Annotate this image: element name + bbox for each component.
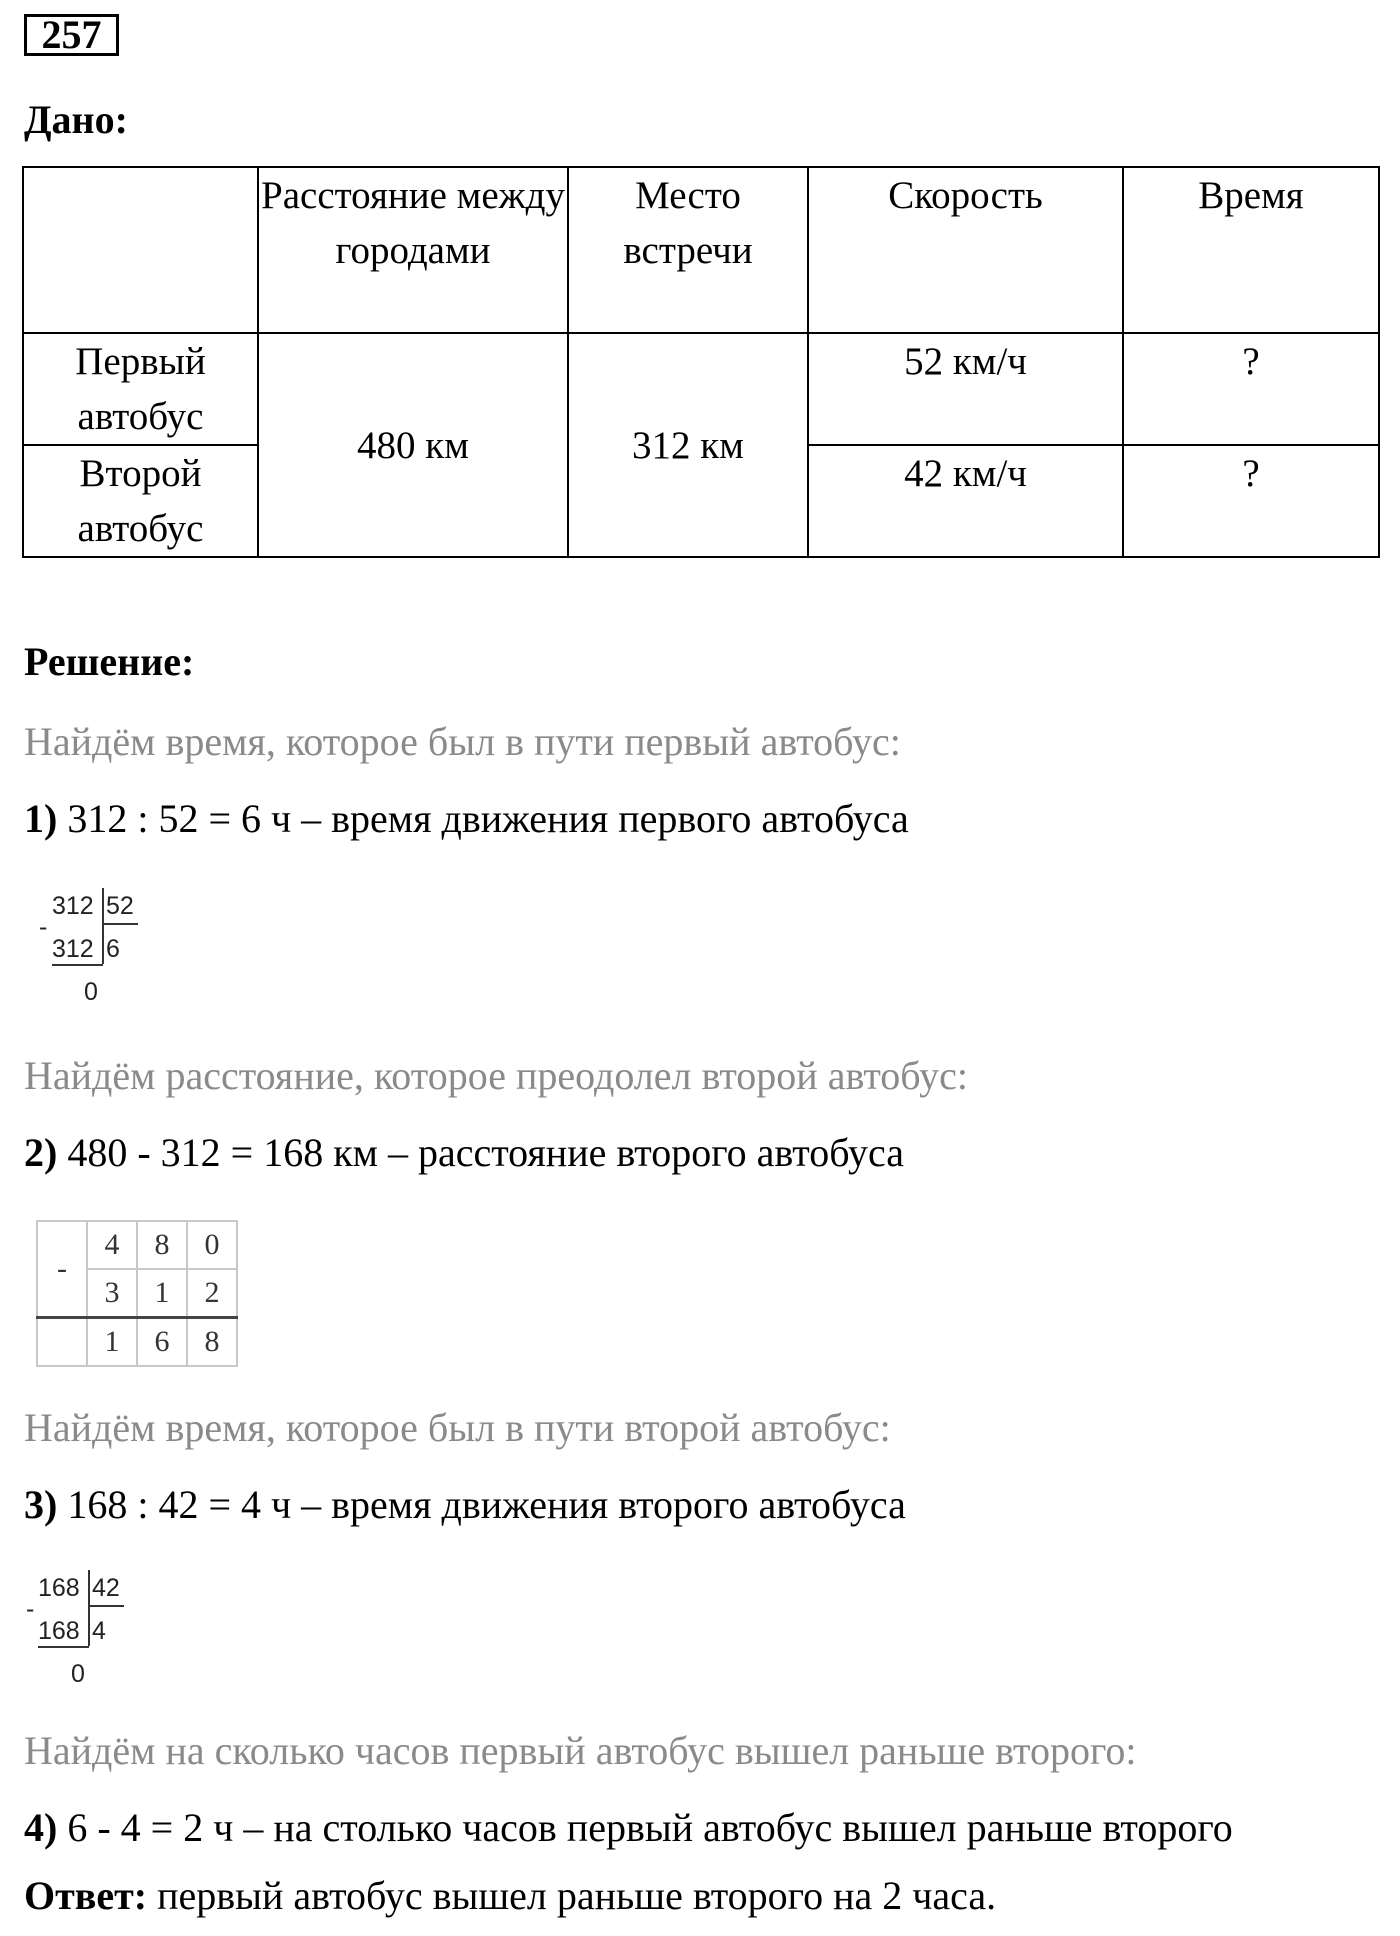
step-3-number: 3) xyxy=(24,1482,58,1527)
column-subtraction xyxy=(36,1220,238,1367)
step-2-text: 480 - 312 = 168 км – расстояние второго автобуса xyxy=(57,1130,905,1175)
table-row xyxy=(23,333,1379,445)
div2-subtrahend: 168 xyxy=(38,1617,80,1645)
step-3-text: 168 : 42 = 4 ч – время движения второго автобуса xyxy=(57,1482,906,1527)
answer-text: первый автобус вышел раньше второго на 2 часа. xyxy=(147,1873,997,1918)
step-4 xyxy=(24,1804,1233,1852)
step-4-text: 6 - 4 = 2 ч – на столько часов первый автобус вышел раньше второго xyxy=(57,1805,1233,1850)
sub-minuend-row xyxy=(37,1221,237,1269)
time-first-bus: ? xyxy=(1123,333,1379,445)
sub-digit: 3 xyxy=(87,1269,137,1318)
step-3 xyxy=(24,1481,906,1529)
sub-digit: 2 xyxy=(187,1269,237,1318)
long-division-1 xyxy=(30,880,170,1010)
div2-divisor: 42 xyxy=(92,1574,120,1602)
hint-2: Найдём расстояние, которое преодолел второй автобус: xyxy=(24,1053,969,1098)
sub-digit: 1 xyxy=(137,1269,187,1318)
answer-label: Ответ: xyxy=(24,1873,148,1918)
speed-second-bus: 42 км/ч xyxy=(808,445,1123,557)
long-division-2 xyxy=(22,1562,162,1692)
sub-empty-cell xyxy=(37,1318,87,1367)
div1-divisor: 52 xyxy=(106,892,134,920)
task-number: 257 xyxy=(24,14,119,56)
div2-minus: - xyxy=(26,1595,35,1623)
hint-1: Найдём время, которое был в пути первый автобус: xyxy=(24,719,901,764)
step-4-number: 4) xyxy=(24,1805,58,1850)
sub-digit: 6 xyxy=(137,1318,187,1367)
table-header-row xyxy=(23,167,1379,333)
meeting-place-value: 312 км xyxy=(568,333,808,557)
given-table xyxy=(22,166,1380,558)
given-heading: Дано: xyxy=(24,97,128,142)
sub-digit: 8 xyxy=(137,1221,187,1269)
sub-result-row xyxy=(37,1318,237,1367)
header-speed: Скорость xyxy=(808,167,1123,333)
header-empty-cell xyxy=(23,167,258,333)
div1-subtrahend: 312 xyxy=(52,935,94,963)
header-distance: Расстояние между городами xyxy=(258,167,568,333)
row-label-second-bus: Второй автобус xyxy=(23,445,258,557)
solution-heading: Решение: xyxy=(24,639,195,684)
div2-dividend: 168 xyxy=(38,1574,80,1602)
sub-digit: 0 xyxy=(187,1221,237,1269)
header-meeting-place: Место встречи xyxy=(568,167,808,333)
div2-remainder: 0 xyxy=(71,1660,85,1688)
div1-quotient: 6 xyxy=(106,935,120,963)
step-1 xyxy=(24,795,909,843)
speed-first-bus: 52 км/ч xyxy=(808,333,1123,445)
time-second-bus: ? xyxy=(1123,445,1379,557)
div1-minus: - xyxy=(39,913,48,941)
distance-value: 480 км xyxy=(258,333,568,557)
step-2-number: 2) xyxy=(24,1130,58,1175)
header-time: Время xyxy=(1123,167,1379,333)
answer xyxy=(24,1872,996,1920)
sub-digit: 4 xyxy=(87,1221,137,1269)
step-2 xyxy=(24,1129,904,1177)
hint-3: Найдём время, которое был в пути второй автобус: xyxy=(24,1405,891,1450)
step-1-number: 1) xyxy=(24,796,58,841)
sub-digit: 1 xyxy=(87,1318,137,1367)
div1-remainder: 0 xyxy=(84,978,98,1006)
step-1-text: 312 : 52 = 6 ч – время движения первого автобуса xyxy=(57,796,909,841)
sub-minus: - xyxy=(37,1221,87,1318)
div2-quotient: 4 xyxy=(92,1617,106,1645)
hint-4: Найдём на сколько часов первый автобус вышел раньше второго: xyxy=(24,1728,1137,1773)
sub-digit: 8 xyxy=(187,1318,237,1367)
row-label-first-bus: Первый автобус xyxy=(23,333,258,445)
div1-dividend: 312 xyxy=(52,892,94,920)
